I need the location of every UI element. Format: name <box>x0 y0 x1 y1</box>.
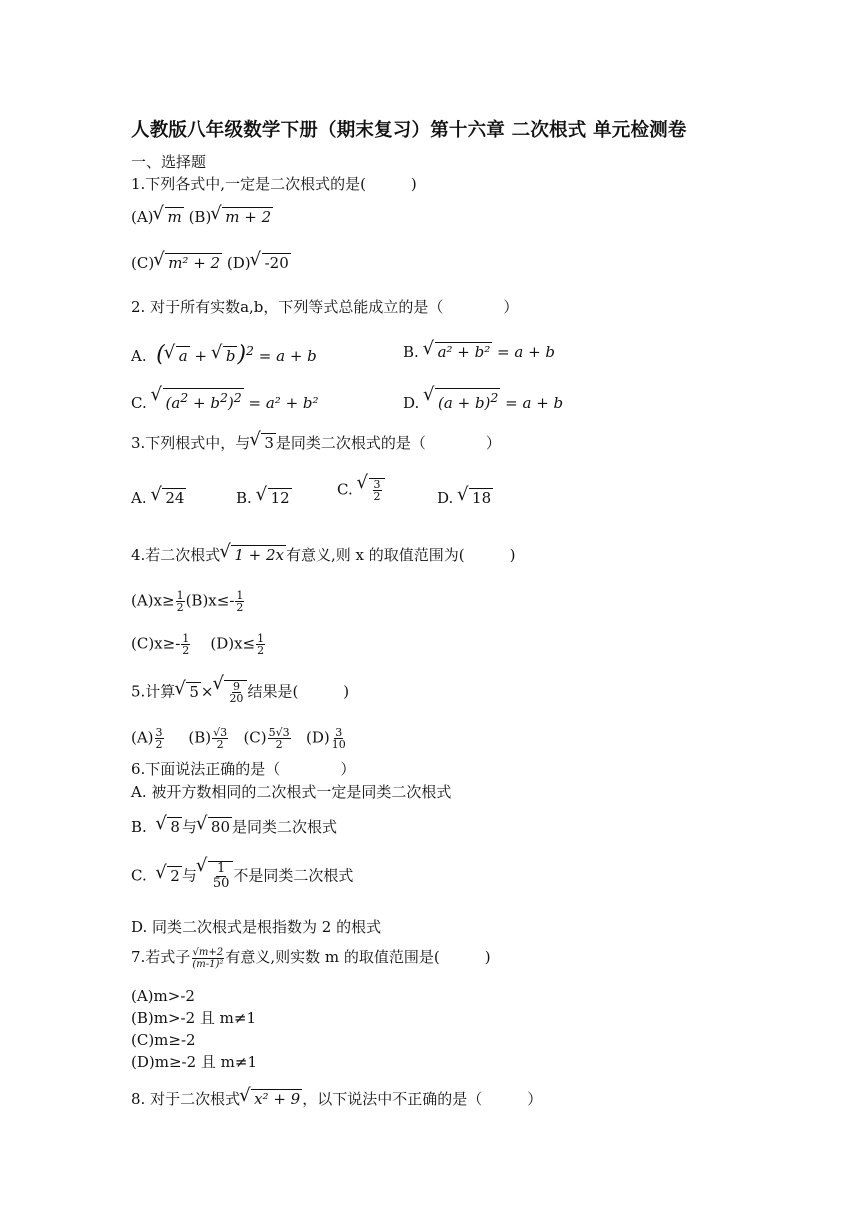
fraction-numerator: √ 9 <box>232 680 240 693</box>
option-text: 是同类二次根式 <box>232 818 338 836</box>
option-label: B. <box>236 489 252 507</box>
option-text: (A)x≥ <box>131 591 175 610</box>
question-7-stem <box>131 946 491 970</box>
question-3-option-c <box>337 478 385 502</box>
option-label: C. <box>337 480 353 499</box>
radical: √ m <box>165 207 184 226</box>
option-label: B. <box>403 343 419 361</box>
fraction-numerator: √3 <box>213 726 228 739</box>
question-6-stem: 6.下面说法正确的是（ ） <box>131 760 356 778</box>
question-1-options-ab <box>131 207 273 226</box>
stem-text: 有意义,则 x 的取值范围为( ) <box>285 546 516 564</box>
option-label: (B) <box>188 208 212 226</box>
stem-text: 8. 对于二次根式 <box>131 1090 241 1108</box>
question-2-option-c: C. √ $(a^2 + b^2)^2 = a^2 + b^2$ <box>131 388 319 412</box>
question-1-options-cd <box>131 253 291 272</box>
option-text: 与 <box>181 818 197 836</box>
fraction-denominator: 2 <box>236 601 244 614</box>
fraction-denominator: 2 <box>176 601 184 614</box>
radical: √ 12 <box>268 488 292 507</box>
question-8-stem <box>131 1088 542 1109</box>
stem-text: 5.计算 <box>131 682 176 701</box>
fraction-numerator: √m+2 <box>192 946 224 958</box>
option-label: D. <box>403 394 420 412</box>
question-5-options <box>131 727 348 750</box>
radical: √ 1 + 2x <box>231 545 286 564</box>
option-label: (C) <box>131 254 155 272</box>
equation-rhs: = a + b <box>505 394 564 412</box>
fraction-denominator: 2 <box>216 738 224 751</box>
fraction-numerator: √ 1 <box>216 861 226 876</box>
fraction-denominator: 50 <box>212 876 230 891</box>
option-text: 与 <box>181 866 197 885</box>
option-label: (A) <box>131 208 154 226</box>
fraction-denominator: 20 <box>229 692 244 705</box>
option-text: (B)x≤- <box>185 591 235 610</box>
stem-text: 7.若式子 <box>131 948 191 966</box>
option-label: (A) <box>131 728 154 747</box>
stem-text: 有意义,则实数 m 的取值范围是( ) <box>225 948 491 966</box>
option-text: 不是同类二次根式 <box>233 866 354 885</box>
option-label: (C) <box>243 728 267 747</box>
question-2-option-a: A. (√ a + √ b)$^2$ = a + b <box>131 342 317 367</box>
option-label: C. <box>131 394 147 412</box>
question-3-option-b <box>236 488 292 507</box>
fraction-numerator: 1 <box>182 632 190 645</box>
radical: √ 3 <box>261 433 276 452</box>
question-3-stem <box>131 433 501 453</box>
question-4-stem <box>131 545 515 565</box>
radical: √ 8 <box>167 817 182 836</box>
question-2-option-b <box>403 342 555 361</box>
radical: √ 80 <box>208 817 232 836</box>
question-6-option-d: D. 同类二次根式是根指数为 2 的根式 <box>131 918 382 936</box>
fraction-numerator: 1 <box>236 589 244 602</box>
question-7-option-d: (D)m≥-2 且 m≠1 <box>131 1053 258 1071</box>
stem-text: 是同类二次根式的是（ ） <box>275 434 501 452</box>
question-4-options-ab <box>131 590 245 613</box>
radical: √ -20 <box>262 253 291 272</box>
question-2-option-d: D. √ $(a + b)^2 = a + b$ <box>403 388 563 412</box>
fraction-denominator: 2 <box>155 738 163 751</box>
question-6-option-a: A. 被开方数相同的二次根式一定是同类二次根式 <box>131 783 452 801</box>
option-label: A. <box>131 347 147 365</box>
radical: √ 2 <box>167 866 182 885</box>
radical: √ m² + 2 <box>165 253 222 272</box>
page-title: 人教版八年级数学下册（期末复习）第十六章 二次根式 单元检测卷 <box>131 120 687 141</box>
option-label: C. <box>131 866 147 885</box>
stem-text: ，以下说法中不正确的是（ ） <box>302 1090 543 1108</box>
fraction-numerator: 3 <box>155 726 163 739</box>
stem-text: 3.下列根式中，与 <box>131 434 251 452</box>
option-text: (D)x≤ <box>210 634 256 653</box>
option-label: (D) <box>305 728 330 747</box>
section-heading: 一、选择题 <box>131 153 207 171</box>
question-1-stem: 1.下列各式中,一定是二次根式的是( ) <box>131 175 417 193</box>
fraction-denominator: 2 <box>182 644 190 657</box>
equation-rhs: = a² + b² <box>248 394 319 412</box>
stem-text: 4.若二次根式 <box>131 546 221 564</box>
question-4-options-cd <box>131 633 266 656</box>
question-5-stem <box>131 680 349 704</box>
question-3-option-a <box>131 488 186 507</box>
option-label: D. <box>437 489 454 507</box>
question-7-option-c: (C)m≥-2 <box>131 1031 196 1049</box>
fraction-denominator: 10 <box>331 738 346 751</box>
fraction-numerator: 5√3 <box>268 726 290 739</box>
fraction-denominator: 2 <box>257 644 265 657</box>
fraction-numerator: 3 <box>335 726 343 739</box>
radical: √ 5 <box>186 682 201 701</box>
option-text: (C)x≥- <box>131 634 181 653</box>
fraction-numerator: 1 <box>176 589 184 602</box>
fraction-numerator: 1 <box>257 632 265 645</box>
question-6-option-c <box>131 861 353 891</box>
fraction-denominator: 2 <box>275 738 283 751</box>
fraction-denominator: (m-1)² <box>192 958 224 970</box>
question-2-stem: 2. 对于所有实数a,b，下列等式总能成立的是（ ） <box>131 298 519 316</box>
radical: √ 18 <box>469 488 493 507</box>
radical: √ x² + 9 <box>251 1089 302 1108</box>
equation-rhs: = a + b <box>258 347 317 365</box>
equation-rhs: = a + b <box>497 343 556 361</box>
radical: √ a² + b² <box>435 342 493 361</box>
question-7-option-a: (A)m>-2 <box>131 987 195 1005</box>
stem-text: 结果是( ) <box>247 682 350 701</box>
option-label: (D) <box>226 254 251 272</box>
option-label: (B) <box>188 728 212 747</box>
option-label: B. <box>131 818 147 836</box>
question-6-option-b <box>131 816 337 837</box>
option-label: A. <box>131 489 147 507</box>
question-3-option-d <box>437 488 493 507</box>
radical: √ 24 <box>162 488 186 507</box>
times-sign: × <box>200 682 214 701</box>
fraction-denominator: 2 <box>373 490 381 503</box>
question-7-option-b: (B)m>-2 且 m≠1 <box>131 1009 257 1027</box>
fraction-numerator: √ 3 <box>373 478 381 491</box>
radical: √ m + 2 <box>222 207 273 226</box>
